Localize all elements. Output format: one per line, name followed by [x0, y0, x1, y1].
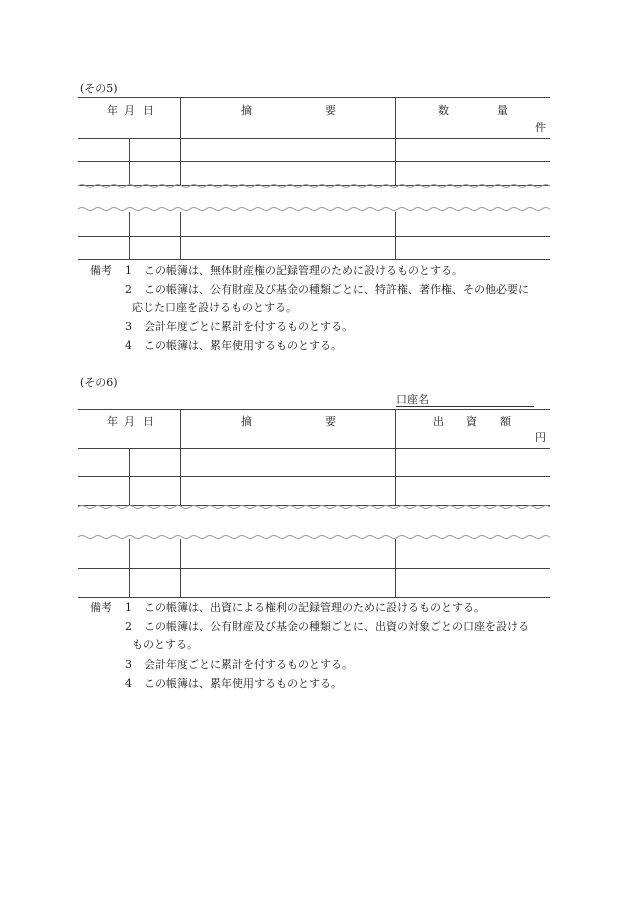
header-year: 年	[107, 415, 118, 428]
header-description-1: 摘	[241, 415, 252, 428]
header-amount-3: 額	[500, 415, 511, 428]
header-description-1: 摘	[241, 104, 252, 117]
notes-label: 備考	[90, 264, 112, 277]
note-number: 1	[125, 264, 132, 277]
header-day: 日	[143, 415, 154, 428]
note-text-continued: 応じた口座を設けるものとする。	[132, 301, 297, 314]
note-text: この帳簿は、無体財産権の記録管理のために設けるものとする。	[144, 264, 463, 277]
header-day: 日	[143, 104, 154, 117]
break-wave-line	[78, 503, 550, 511]
header-unit: 件	[535, 121, 546, 134]
break-wave-line	[78, 182, 550, 190]
header-quantity-2: 量	[497, 104, 508, 117]
break-wave-line	[78, 533, 550, 541]
section5-label: (その5)	[80, 82, 118, 95]
note-text: この帳簿は、出資による権利の記録管理のために設けるものとする。	[144, 601, 485, 614]
note-number: 3	[125, 658, 132, 671]
note-text: この帳簿は、累年使用するものとする。	[144, 339, 342, 352]
header-amount-1: 出	[433, 415, 444, 428]
note-text: 会計年度ごとに累計を付するものとする。	[144, 320, 353, 333]
header-month: 月	[124, 104, 135, 117]
header-description-2: 要	[325, 104, 336, 117]
header-unit: 円	[535, 431, 546, 444]
note-number: 4	[125, 339, 132, 352]
header-description-2: 要	[325, 415, 336, 428]
note-text-continued: ものとする。	[132, 638, 198, 651]
header-year: 年	[107, 104, 118, 117]
note-text: この帳簿は、累年使用するものとする。	[144, 677, 342, 690]
account-name-label: 口座名	[396, 393, 429, 406]
notes-label: 備考	[90, 601, 112, 614]
note-number: 1	[125, 601, 132, 614]
break-wave-line	[78, 205, 550, 213]
header-amount-2: 資	[466, 415, 477, 428]
note-text: この帳簿は、公有財産及び基金の種類ごとに、出資の対象ごとの口座を設ける	[144, 620, 529, 633]
note-number: 2	[125, 283, 132, 296]
note-number: 3	[125, 320, 132, 333]
note-text: この帳簿は、公有財産及び基金の種類ごとに、特許権、著作権、その他必要に	[144, 283, 529, 296]
note-number: 2	[125, 620, 132, 633]
header-month: 月	[124, 415, 135, 428]
account-name-underline	[396, 406, 534, 407]
section6-label: (その6)	[80, 376, 118, 389]
note-text: 会計年度ごとに累計を付するものとする。	[144, 658, 353, 671]
note-number: 4	[125, 677, 132, 690]
header-quantity-1: 数	[438, 104, 449, 117]
